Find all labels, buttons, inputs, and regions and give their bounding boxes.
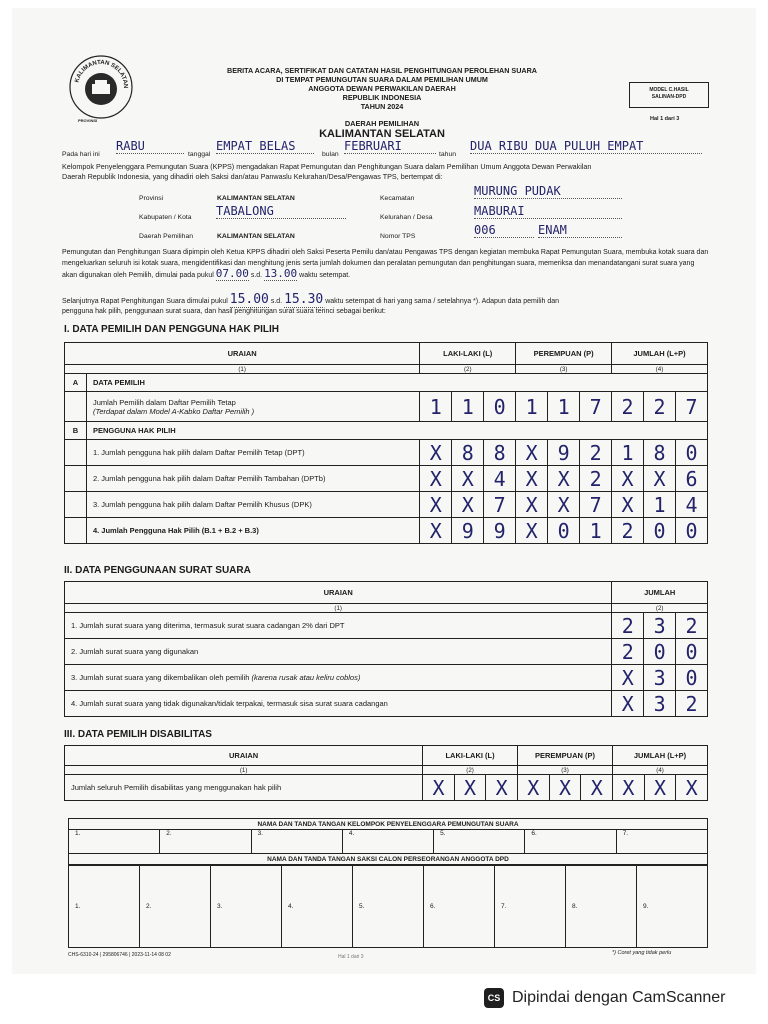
title-line-2: DI TEMPAT PEMUNGUTAN SUARA DALAM PEMILIHAN UMUM	[276, 75, 488, 84]
digit-box[interactable]: 7	[675, 392, 707, 422]
digit-box[interactable]: 7	[484, 492, 516, 518]
row-label: 1. Jumlah pengguna hak pilih dalam Daftar Pemilih Tetap (DPT)	[86, 440, 419, 466]
digit-box[interactable]: X	[454, 775, 486, 801]
digit-box[interactable]: 0	[484, 392, 516, 422]
digit-box[interactable]: 7	[580, 492, 612, 518]
row-label: 2. Jumlah surat suara yang digunakan	[65, 639, 612, 665]
logo-arc-text: KALIMANTAN SELATAN	[74, 59, 129, 89]
digit-box[interactable]: X	[486, 775, 518, 801]
digit-box[interactable]: X	[644, 466, 676, 492]
s3-header-p: PEREMPUAN (P)	[517, 746, 612, 766]
title-line-5: TAHUN 2024	[360, 102, 404, 111]
paragraph-2-start: Selanjutnya Rapat Penghitungan Suara dimulai pukul	[62, 298, 228, 305]
digit-box[interactable]: X	[452, 492, 484, 518]
digit-box[interactable]: 0	[644, 639, 676, 665]
saksi-signature-slot[interactable]: 2.	[140, 866, 211, 948]
tps-number-field[interactable]: 006	[474, 223, 534, 238]
table-row	[65, 466, 708, 492]
digit-box[interactable]: 0	[675, 518, 707, 544]
digit-box[interactable]: 1	[420, 392, 452, 422]
bulan-label: bulan	[322, 151, 339, 158]
s1-num-2: (2)	[420, 365, 516, 374]
digit-box[interactable]: 2	[612, 639, 644, 665]
s1-num-4: (4)	[612, 365, 708, 374]
digit-box[interactable]: X	[613, 775, 645, 801]
digit-box[interactable]: 2	[612, 613, 644, 639]
digit-box[interactable]: X	[516, 492, 548, 518]
digit-box[interactable]: 4	[675, 492, 707, 518]
daerah-pemilihan-value: KALIMANTAN SELATAN	[217, 233, 295, 240]
s2-header-jumlah: JUMLAH	[612, 582, 708, 604]
paragraph-1	[62, 248, 710, 282]
digit-box[interactable]: X	[548, 466, 580, 492]
logo-caption: PROVINSI	[78, 118, 98, 123]
kelurahan-label: Kelurahan / Desa	[380, 214, 433, 221]
digit-box[interactable]: 2	[676, 691, 708, 717]
digit-box[interactable]: X	[516, 440, 548, 466]
digit-box[interactable]: 8	[484, 440, 516, 466]
s3-header-uraian: URAIAN	[65, 746, 423, 766]
digit-box[interactable]: 0	[548, 518, 580, 544]
digit-box[interactable]: X	[420, 492, 452, 518]
section-b-letter: B	[65, 422, 87, 440]
model-line-1: MODEL C.HASIL	[649, 87, 689, 93]
kecamatan-field[interactable]: MURUNG PUDAK	[474, 184, 622, 199]
digit-box[interactable]: X	[612, 492, 644, 518]
end-time-2[interactable]: 15.30	[284, 292, 324, 307]
dpt-total-line-1: Jumlah Pemilih dalam Daftar Pemilih Tetap	[92, 397, 236, 407]
kpps-signature-slot[interactable]: 7.	[616, 830, 707, 854]
digit-box[interactable]: 9	[484, 518, 516, 544]
camscanner-icon: CS	[484, 988, 504, 1008]
s1-header-l: LAKI-LAKI (L)	[420, 343, 516, 365]
s3-header-l: LAKI-LAKI (L)	[423, 746, 518, 766]
digit-box[interactable]: 9	[452, 518, 484, 544]
camscanner-text: Dipindai dengan CamScanner	[512, 989, 726, 1006]
digit-box[interactable]: 8	[644, 440, 676, 466]
s3-num-1: (1)	[65, 766, 423, 775]
digit-box[interactable]: X	[644, 775, 676, 801]
title-line-4: REPUBLIK INDONESIA	[342, 93, 422, 102]
digit-box[interactable]: X	[548, 492, 580, 518]
digit-box[interactable]: 3	[644, 691, 676, 717]
row-label: 1. Jumlah surat suara yang diterima, termasuk surat suara cadangan 2% dari DPT	[65, 613, 612, 639]
saksi-signature-slot[interactable]: 3.	[211, 866, 282, 948]
dpt-total-line-2: (Terdapat dalam Model A-Kabko Daftar Pemilih )	[92, 406, 255, 416]
s1-header-uraian: URAIAN	[65, 343, 420, 365]
s1-header-lp: JUMLAH (L+P)	[612, 343, 708, 365]
saksi-signature-slot[interactable]: 5.	[353, 866, 424, 948]
table-row	[65, 440, 708, 466]
digit-box[interactable]: X	[420, 440, 452, 466]
dpt-total-label	[86, 392, 419, 422]
camscanner-watermark	[472, 981, 768, 1015]
section-a-letter: A	[65, 374, 87, 392]
s3-num-2: (2)	[423, 766, 518, 775]
digit-box[interactable]: X	[516, 518, 548, 544]
digit-box[interactable]: X	[420, 518, 452, 544]
document-page	[12, 8, 756, 974]
tahun-label: tahun	[439, 151, 457, 158]
digit-box[interactable]: 6	[675, 466, 707, 492]
digit-box[interactable]: X	[423, 775, 455, 801]
table-row	[65, 392, 708, 422]
digit-box[interactable]: 3	[644, 665, 676, 691]
paragraph-2-end: waktu setempat di hari yang sama / setelahnya *). Adapun data pemilih dan	[325, 298, 560, 305]
section-b-title: PENGGUNA HAK PILIH	[86, 422, 707, 440]
digit-box[interactable]: 2	[580, 466, 612, 492]
s3-header-lp: JUMLAH (L+P)	[613, 746, 708, 766]
digit-box[interactable]: 2	[676, 613, 708, 639]
daerah-label: DAERAH PEMILIHAN	[344, 119, 420, 128]
digit-box[interactable]: 2	[644, 392, 676, 422]
tahun-field[interactable]: DUA RIBU DUA PULUH EMPAT	[470, 139, 702, 154]
saksi-signature-slot[interactable]: 6.	[424, 866, 495, 948]
start-time-1[interactable]: 07.00	[215, 267, 249, 280]
section-2-title: II. DATA PENGGUNAAN SURAT SUARA	[64, 565, 251, 576]
section-1-title: I. DATA PEMILIH DAN PENGGUNA HAK PILIH	[64, 324, 279, 335]
footer-page: Hal 1 dari 3	[338, 954, 364, 960]
kpps-signature-slot[interactable]: 2.	[160, 830, 251, 854]
digit-box[interactable]: 7	[580, 392, 612, 422]
digit-box[interactable]: 1	[548, 392, 580, 422]
s2-header-uraian: URAIAN	[65, 582, 612, 604]
digit-box[interactable]: 2	[580, 440, 612, 466]
model-box	[629, 82, 709, 108]
saksi-signature-title: NAMA DAN TANDA TANGAN SAKSI CALON PERSEORANGAN ANGGOTA DPD	[69, 854, 708, 865]
digit-box[interactable]: 1	[580, 518, 612, 544]
table-row	[65, 665, 708, 691]
row-label: 2. Jumlah pengguna hak pilih dalam Daftar Pemilih Tambahan (DPTb)	[86, 466, 419, 492]
saksi-signature-slot[interactable]: 4.	[282, 866, 353, 948]
digit-box[interactable]: X	[420, 466, 452, 492]
title-line-3: ANGGOTA DEWAN PERWAKILAN DAERAH	[308, 84, 456, 93]
waktu-setempat-1: waktu setempat.	[299, 272, 351, 279]
digit-box[interactable]: 9	[548, 440, 580, 466]
bulan-field[interactable]: FEBRUARI	[344, 139, 436, 154]
tps-label: Nomor TPS	[380, 233, 416, 240]
digit-box[interactable]: 0	[676, 665, 708, 691]
digit-box[interactable]: 8	[452, 440, 484, 466]
digit-box[interactable]: X	[581, 775, 613, 801]
table-row	[65, 775, 708, 801]
intro-line-2: Kelompok Penyelenggara Pemungutan Suara (KPPS) mengadakan Rapat Pemungutan dan Penghitungan Suara dalam Pemilihan Umum Anggota Dewan Perwakilan	[62, 162, 592, 171]
digit-box[interactable]: X	[516, 466, 548, 492]
s1-num-1: (1)	[65, 365, 420, 374]
kelurahan-field[interactable]: MABURAI	[474, 204, 622, 219]
row-label: 4. Jumlah surat suara yang tidak digunakan/tidak terpakai, termasuk sisa surat suara cadangan	[65, 691, 612, 717]
daerah-name: KALIMANTAN SELATAN	[319, 128, 445, 140]
saksi-signature-slot[interactable]: 1.	[69, 866, 140, 948]
digit-box[interactable]: 2	[612, 392, 644, 422]
paragraph-1-text: Pemungutan dan Penghitungan Suara dipimpin oleh Ketua KPPS dihadiri oleh Saksi Peserta Pemilu dan/atau Pengawas TPS dengan kegiatan membuka Rapat Pemungutan Suara, membuka kotak suara dan mengeluarkan seluruh isi kotak suara, mengidentifikasi dan menghitung jenis serta jumlah dokumen dan peralatan pemungutan dan penghitungan suara, memeriksa dan menandatangani surat suara yang akan digunakan oleh Pemilih, dimulai pada pukul	[62, 249, 709, 279]
section-1-table	[64, 342, 708, 544]
table-row	[65, 613, 708, 639]
row-label-text: 3. Jumlah surat suara yang dikembalikan oleh pemilih	[71, 673, 250, 682]
sd-2: s.d.	[270, 298, 283, 305]
paragraph-2	[62, 292, 710, 308]
kpps-signature-slot[interactable]: 3.	[251, 830, 342, 854]
s2-num-1: (1)	[65, 604, 612, 613]
s3-num-4: (4)	[613, 766, 708, 775]
digit-box[interactable]: X	[676, 775, 708, 801]
provinsi-value: KALIMANTAN SELATAN	[217, 195, 295, 202]
digit-box[interactable]: X	[612, 691, 644, 717]
page-indicator: Hal 1 dari 3	[650, 116, 680, 122]
pada-hari-ini-label: Pada hari ini	[62, 151, 100, 158]
section-3-table	[64, 745, 708, 801]
digit-box[interactable]: 2	[612, 518, 644, 544]
row-label: 4. Jumlah Pengguna Hak Pilih (B.1 + B.2 + B.3)	[86, 518, 419, 544]
digit-box[interactable]: 1	[452, 392, 484, 422]
tanggal-label: tanggal	[188, 151, 211, 158]
daerah-pemilihan-label: Daerah Pemilihan	[139, 233, 194, 240]
digit-box[interactable]: 1	[644, 492, 676, 518]
digit-box[interactable]: X	[517, 775, 549, 801]
digit-box[interactable]: 4	[484, 466, 516, 492]
saksi-signature-slot[interactable]: 8.	[566, 866, 637, 948]
intro-line-3: Daerah Republik Indonesia, yang dihadiri oleh Saksi dan/atau Panwaslu Kelurahan/Desa/Pengawas TPS, bertempat di:	[62, 172, 443, 181]
paragraph-3: pengguna hak pilih, penggunaan surat suara, dan hasil penghitungan surat suara terinci sebagai berikut:	[62, 308, 386, 315]
section-a-title: DATA PEMILIH	[86, 374, 707, 392]
kpps-signature-slot[interactable]: 4.	[342, 830, 433, 854]
digit-box[interactable]: 0	[675, 440, 707, 466]
kabupaten-field[interactable]: TABALONG	[216, 204, 346, 219]
title-line-1: BERITA ACARA, SERTIFIKAT DAN CATATAN HASIL PENGHITUNGAN PEROLEHAN SUARA	[227, 66, 537, 75]
digit-box[interactable]: 1	[612, 440, 644, 466]
document-title	[162, 66, 602, 141]
section-3-title: III. DATA PEMILIH DISABILITAS	[64, 729, 212, 740]
footer-note: *) Coret yang tidak perlu	[612, 950, 672, 956]
digit-box[interactable]: X	[612, 466, 644, 492]
kpps-signature-table	[68, 818, 708, 865]
section-2-table	[64, 581, 708, 717]
table-row	[65, 639, 708, 665]
kabupaten-label: Kabupaten / Kota	[139, 214, 192, 221]
digit-box[interactable]: 0	[676, 639, 708, 665]
sd-1: s.d.	[250, 272, 263, 279]
s1-num-3: (3)	[516, 365, 612, 374]
start-time-2[interactable]: 15.00	[229, 292, 269, 307]
row-label-italic: (karena rusak atau keliru coblos)	[251, 673, 361, 682]
kpps-signature-slot[interactable]: 1.	[69, 830, 160, 854]
digit-box[interactable]: X	[612, 665, 644, 691]
digit-box[interactable]: X	[452, 466, 484, 492]
digit-box[interactable]: 3	[644, 613, 676, 639]
model-line-2: SALINAN-DPD	[651, 94, 687, 100]
row-label: Jumlah seluruh Pemilih disabilitas yang menggunakan hak pilih	[65, 775, 423, 801]
tanggal-field[interactable]: EMPAT BELAS	[216, 139, 314, 154]
table-row	[65, 691, 708, 717]
saksi-signature-slot[interactable]: 7.	[495, 866, 566, 948]
saksi-signature-table	[68, 865, 708, 948]
hari-field[interactable]: RABU	[116, 139, 184, 154]
table-row	[65, 492, 708, 518]
s3-num-3: (3)	[517, 766, 612, 775]
kecamatan-label: Kecamatan	[380, 195, 415, 202]
digit-box[interactable]: 0	[644, 518, 676, 544]
provinsi-label: Provinsi	[139, 195, 164, 202]
kpu-logo	[68, 54, 134, 120]
s2-num-2: (2)	[612, 604, 708, 613]
form-code: CHS-6310-24 | 295806746 | 2023-11-14 08 02	[68, 952, 171, 958]
tps-words-field[interactable]: ENAM	[538, 223, 622, 238]
row-label: 3. Jumlah pengguna hak pilih dalam Daftar Pemilih Khusus (DPK)	[86, 492, 419, 518]
s1-header-p: PEREMPUAN (P)	[516, 343, 612, 365]
row-label	[65, 665, 612, 691]
saksi-signature-slot[interactable]: 9.	[637, 866, 708, 948]
kpps-signature-slot[interactable]: 5.	[434, 830, 525, 854]
digit-box[interactable]: 1	[516, 392, 548, 422]
kpps-signature-title: NAMA DAN TANDA TANGAN KELOMPOK PENYELENGGARA PEMUNGUTAN SUARA	[69, 819, 708, 830]
end-time-1[interactable]: 13.00	[264, 267, 298, 280]
digit-box[interactable]: X	[549, 775, 581, 801]
kpps-signature-slot[interactable]: 6.	[525, 830, 616, 854]
table-row	[65, 518, 708, 544]
